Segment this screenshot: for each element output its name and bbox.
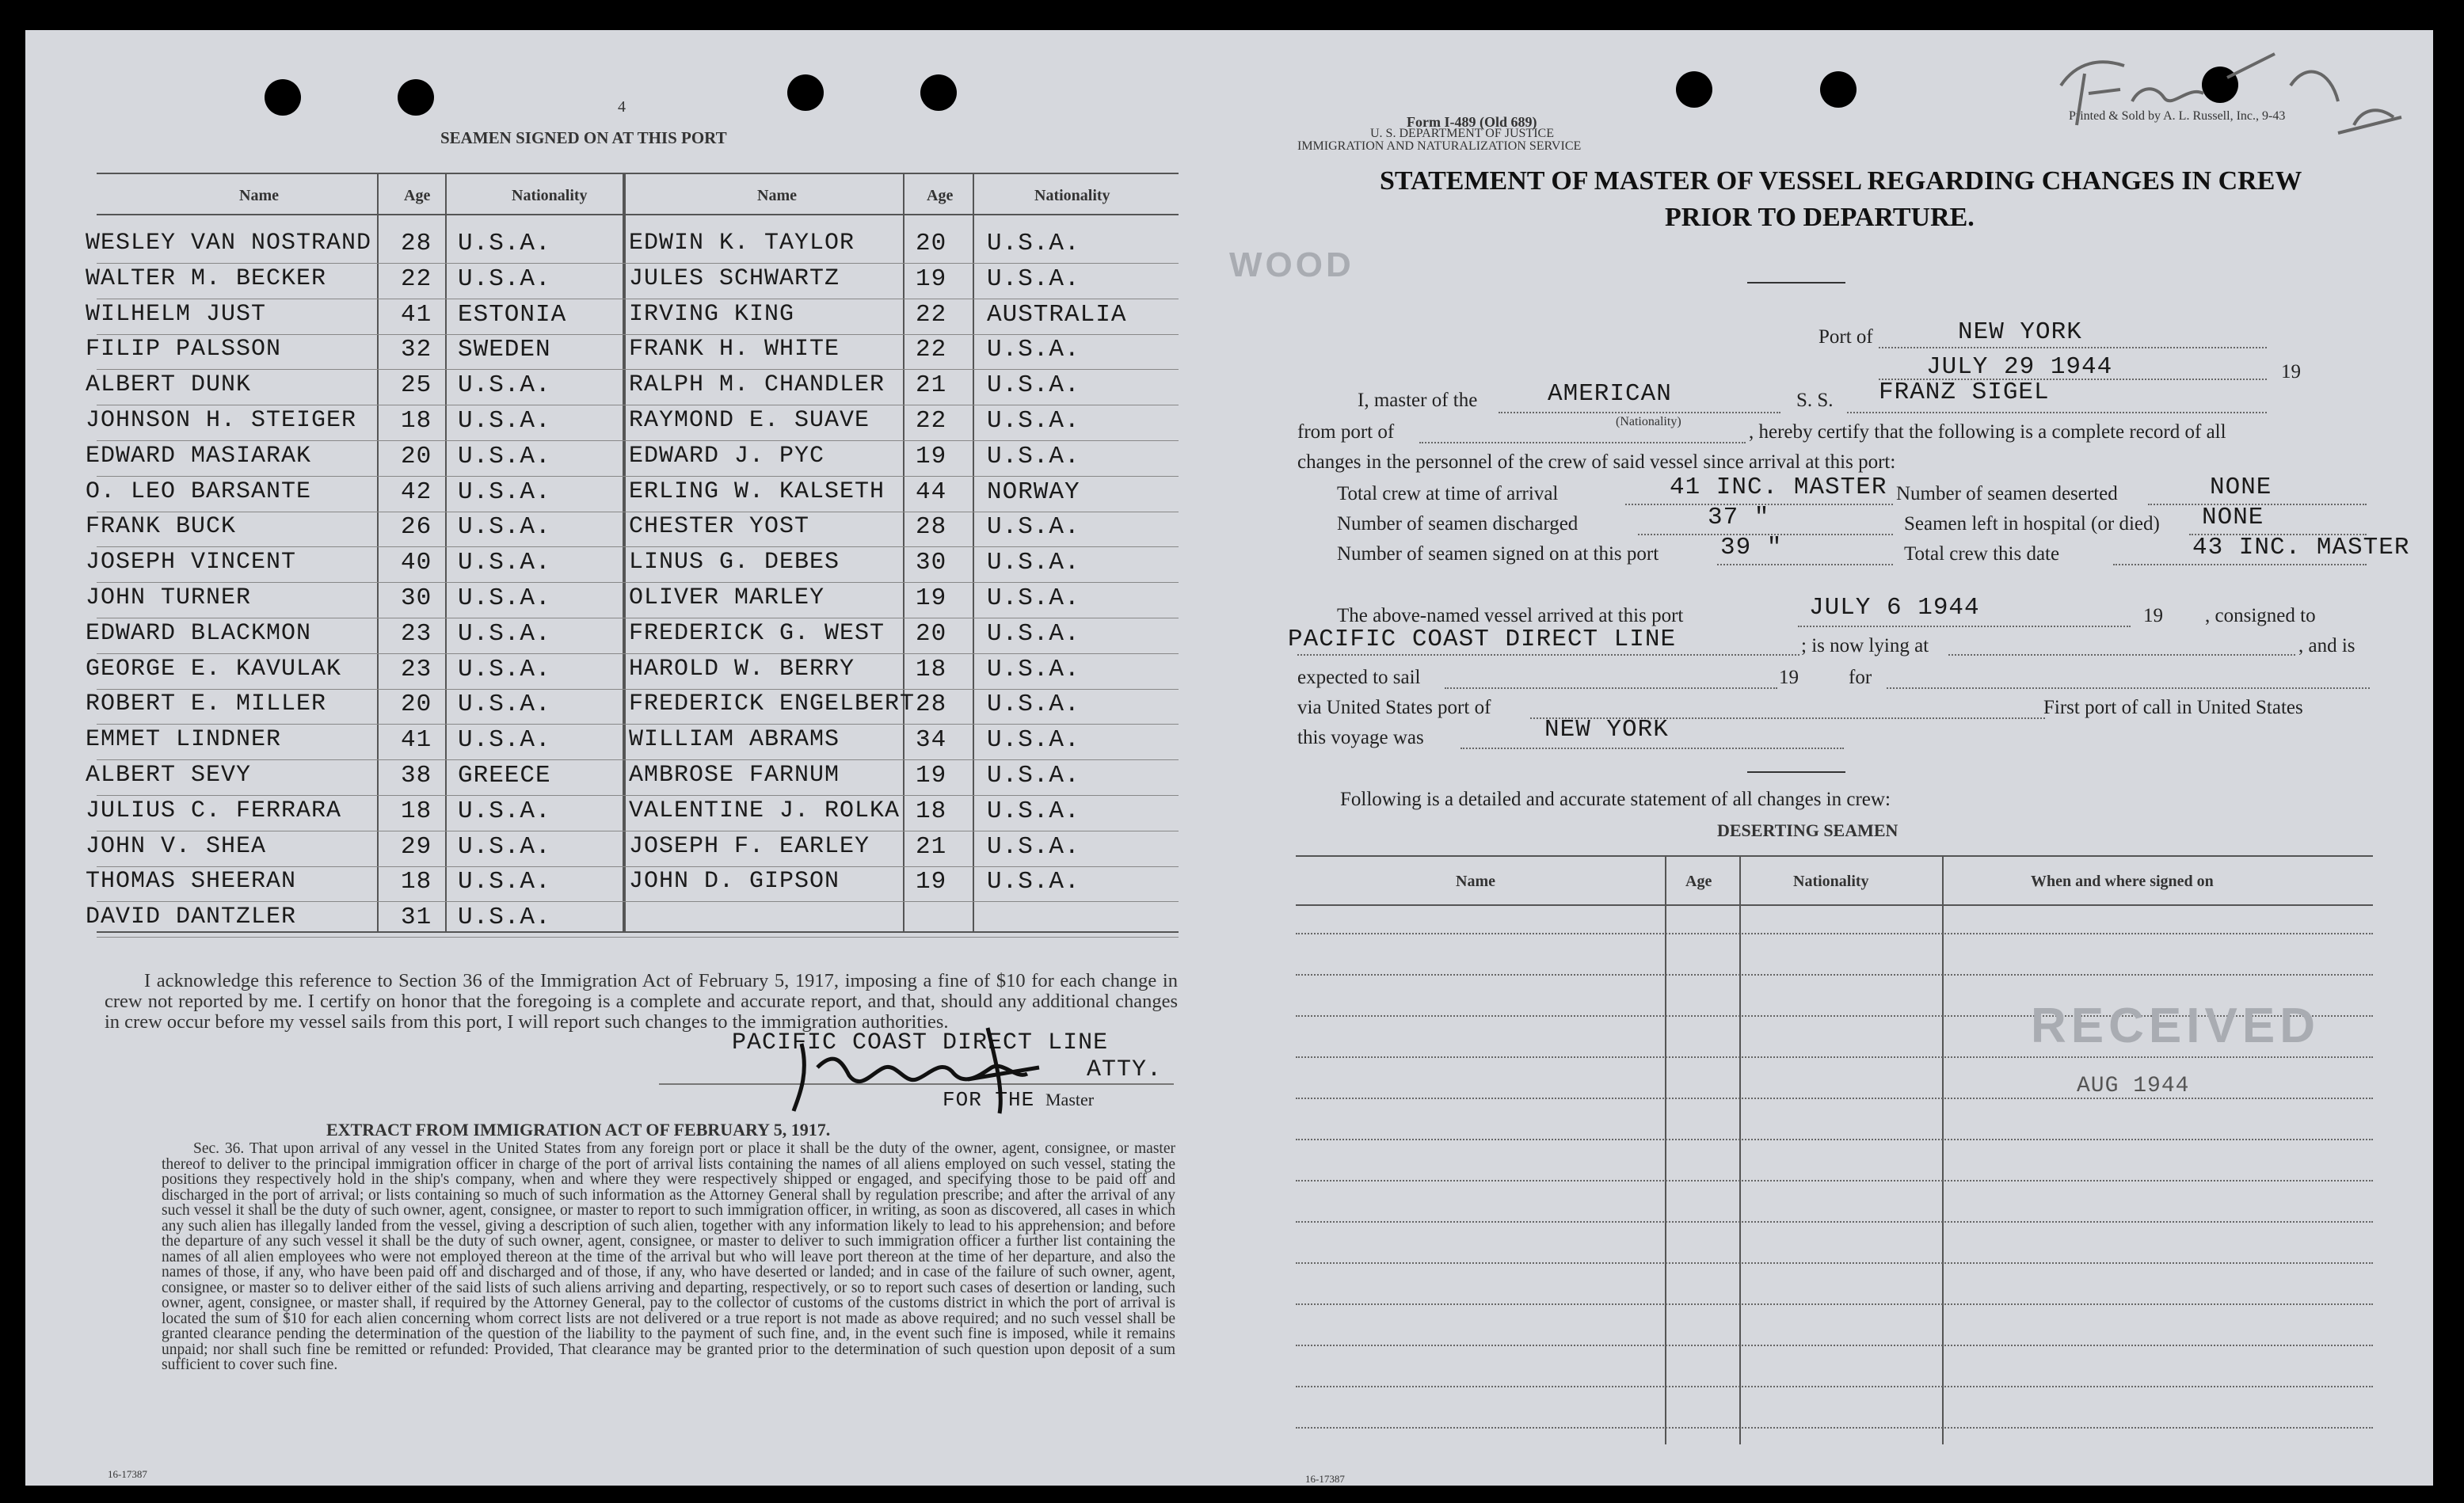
deserting-row-line	[1296, 1262, 2373, 1264]
crew-nationality: U.S.A.	[458, 797, 551, 825]
ss-label: S. S.	[1796, 390, 1834, 411]
this-voyage-label: this voyage was	[1297, 727, 1424, 748]
deserting-row-line	[1296, 1386, 2373, 1387]
crew-age: 41	[401, 726, 432, 755]
crew-age: 19	[916, 584, 947, 612]
crew-nationality: SWEDEN	[458, 336, 551, 364]
crew-age: 18	[916, 655, 947, 683]
crew-nationality: U.S.A.	[987, 549, 1080, 577]
crew-age: 18	[916, 797, 947, 825]
table-column-rule	[973, 173, 974, 931]
crew-age: 18	[401, 868, 432, 896]
crew-nationality: U.S.A.	[458, 264, 551, 293]
extract-text: Sec. 36. That upon arrival of any vessel in the United States from any foreign port or place it shall be the duty of the owner, agent, consignee, or master thereof to deliver to the principal immigration officer in charge of the port of arrival lists containing the names of all aliens employed on such vessel, stating the positions they respectively hold in the ship's company, when and where they were respectively shipped or engaged, and specifying those to be paid off and discharged in the port of arrival; or lists containing so much of such information as the Attorney General shall by regulation prescribe; and after the arrival of any such vessel it shall be the duty of such owner, agent, consignee, or master to report to such immigration officer, in writing, as soon as discovered, all cases in which any such alien has illegally landed from the vessel, giving a description of such alien, together with any information likely to lead to his apprehension; and before the departure of any such vessel it shall be the duty of such owner, agent, consignee, or master to deliver to such immigration officer a further list containing the names of all alien employees who were not employed thereon at the time of the arrival but who will leave port thereon at the time of her departure, and also the names of those, if any, who have been paid off and discharged and of those, if any, who have deserted or landed; and in case of the failure of such owner, agent, consignee, or master so to deliver either of the said lists of such aliens arriving and departing, respectively, or so to report such cases of desertion or landing, such owner, agent, consignee, or master shall, if required by the Attorney General, pay to the collector of customs of the customs district in which the port of arrival is located the sum of $10 for each alien concerning whom correct lists are not delivered or a true report is not made as above required; and no such vessel shall be granted clearance pending the determination of the question of the liability to the payment of such fine, and, in the event such fine is imposed, while it remains unpaid; nor shall such fine be remitted or refunded: Provided, That clearance may be granted prior to the determination of such question upon deposit of a sum sufficient to cover such fine.	[162, 1140, 1175, 1373]
crew-age: 26	[401, 513, 432, 542]
total-date-value: 43 INC. MASTER	[2192, 534, 2410, 561]
consignee-value: PACIFIC COAST DIRECT LINE	[1288, 626, 1677, 653]
crew-name: EDWARD J. PYC	[629, 442, 825, 470]
crew-age: 20	[401, 442, 432, 470]
row-rule	[97, 795, 1179, 796]
received-stamp: RECEIVED	[2031, 999, 2320, 1053]
crew-nationality: U.S.A.	[458, 371, 551, 400]
total-arrival-value: 41 INC. MASTER	[1670, 474, 1887, 501]
crew-age: 31	[401, 904, 432, 932]
row-rule	[97, 689, 1179, 690]
deserting-column-rule	[1942, 855, 1944, 1444]
crew-name: FRANK BUCK	[86, 513, 237, 541]
form-code-left: 16-17387	[108, 1468, 147, 1480]
crew-name: FREDERICK G. WEST	[629, 619, 885, 647]
deserting-row-line	[1296, 1098, 2373, 1099]
expected-nineteen: 19	[1779, 667, 1799, 688]
form-number: Form I-489 (Old 689)	[1407, 114, 1537, 130]
row-rule	[97, 901, 1179, 902]
page-number: 4	[618, 98, 626, 116]
lying-label: ; is now lying at	[1801, 635, 1929, 656]
crew-nationality: U.S.A.	[458, 407, 551, 435]
punch-hole	[787, 74, 824, 111]
crew-name: AMBROSE FARNUM	[629, 762, 840, 789]
date-value: JULY 29 1944	[1926, 353, 2113, 381]
crew-name: RALPH M. CHANDLER	[629, 371, 885, 399]
crew-age: 28	[916, 691, 947, 719]
deserting-column-rule	[1665, 855, 1666, 1444]
left-table-header-cell: Age	[404, 187, 431, 204]
discharged-label: Number of seamen discharged	[1337, 513, 1579, 535]
crew-name: CHESTER YOST	[629, 513, 810, 541]
from-port-label: from port of	[1297, 421, 1395, 443]
crew-nationality: U.S.A.	[458, 549, 551, 577]
crew-nationality: U.S.A.	[987, 336, 1080, 364]
punch-hole	[398, 79, 434, 116]
crew-nationality: U.S.A.	[458, 442, 551, 470]
signature-atty: ATTY.	[1087, 1056, 1163, 1083]
row-rule	[97, 937, 1179, 938]
for-label: for	[1849, 667, 1872, 688]
printer-credit: Printed & Sold by A. L. Russell, Inc., 9-43	[2069, 109, 2286, 123]
hospital-value: NONE	[2202, 504, 2264, 531]
table-column-rule	[377, 173, 379, 931]
crew-name: JOHN TURNER	[86, 584, 252, 611]
nationality-field-line	[1499, 412, 1780, 413]
crew-age: 38	[401, 762, 432, 790]
crew-age: 20	[401, 691, 432, 719]
received-stamp-date: AUG 1944	[2077, 1074, 2190, 1098]
crew-age: 41	[401, 300, 432, 329]
expected-label: expected to sail	[1297, 667, 1421, 688]
crew-age: 30	[916, 549, 947, 577]
left-table-header-cell: Nationality	[512, 187, 588, 204]
arrived-label: The above-named vessel arrived at this port	[1337, 605, 1684, 626]
crew-name: WILHELM JUST	[86, 300, 267, 328]
crew-name: FRANK H. WHITE	[629, 336, 840, 363]
form-title-line1: STATEMENT OF MASTER OF VESSEL REGARDING CHANGES IN CREW	[1380, 166, 2302, 196]
ship-field-line	[1847, 412, 2267, 413]
crew-age: 20	[916, 619, 947, 648]
row-rule	[97, 334, 1179, 335]
total-date-label: Total crew this date	[1904, 543, 2060, 565]
crew-nationality: U.S.A.	[458, 726, 551, 755]
crew-name: ALBERT SEVY	[86, 762, 252, 789]
deserting-header-signed-on: When and where signed on	[2031, 873, 2214, 890]
arrived-value: JULY 6 1944	[1809, 594, 1980, 622]
total-arrival-label: Total crew at time of arrival	[1337, 483, 1559, 504]
crew-name: O. LEO BARSANTE	[86, 478, 312, 505]
crew-nationality: U.S.A.	[987, 797, 1080, 825]
crew-nationality: U.S.A.	[987, 619, 1080, 648]
deserting-row-line	[1296, 974, 2373, 976]
crew-nationality: AUSTRALIA	[987, 300, 1127, 329]
deserting-header-name: Name	[1456, 873, 1495, 890]
crew-name: FREDERICK ENGELBERT	[629, 691, 916, 718]
for-field-line	[1887, 687, 2370, 689]
crew-name: WILLIAM ABRAMS	[629, 726, 840, 754]
handwritten-notation	[2053, 38, 2417, 157]
port-field-line	[1879, 347, 2267, 348]
table-column-rule	[623, 173, 626, 931]
crew-nationality: U.S.A.	[987, 264, 1080, 293]
row-rule	[97, 476, 1179, 477]
crew-age: 28	[916, 513, 947, 542]
crew-age: 22	[916, 407, 947, 435]
punch-hole	[1820, 71, 1857, 108]
crew-nationality: U.S.A.	[458, 230, 551, 257]
crew-age: 19	[916, 868, 947, 896]
left-table-header-cell: Age	[927, 187, 954, 204]
crew-age: 25	[401, 371, 432, 400]
crew-age: 22	[916, 300, 947, 329]
changes-text: changes in the personnel of the crew of said vessel since arrival at this port:	[1297, 451, 1896, 473]
crew-nationality: GREECE	[458, 762, 551, 790]
crew-nationality: U.S.A.	[458, 478, 551, 506]
crew-age: 19	[916, 264, 947, 293]
crew-name: EDWIN K. TAYLOR	[629, 230, 855, 257]
deserting-row-line	[1296, 1427, 2373, 1429]
punch-hole	[920, 74, 957, 111]
statement-divider	[1747, 771, 1845, 773]
consignee-field-line	[1297, 654, 1799, 656]
deserting-row-line	[1296, 1139, 2373, 1140]
deserting-header-age: Age	[1685, 873, 1712, 890]
crew-nationality: U.S.A.	[987, 868, 1080, 896]
crew-name: JULES SCHWARTZ	[629, 264, 840, 292]
crew-nationality: U.S.A.	[987, 832, 1080, 861]
crew-nationality: U.S.A.	[987, 230, 1080, 257]
crew-nationality: U.S.A.	[458, 904, 551, 932]
row-rule	[97, 440, 1179, 441]
consigned-label: , consigned to	[2205, 605, 2316, 626]
crew-name: ERLING W. KALSETH	[629, 478, 885, 505]
title-divider	[1747, 282, 1845, 283]
document-sheet	[25, 30, 2433, 1486]
crew-name: GEORGE E. KAVULAK	[86, 655, 342, 683]
table-column-rule	[445, 173, 447, 931]
discharged-value: 37 "	[1708, 504, 1770, 531]
row-rule	[97, 582, 1179, 583]
crew-name: LINUS G. DEBES	[629, 549, 840, 576]
crew-age: 20	[916, 230, 947, 257]
signature-for-the: FOR THE	[943, 1088, 1035, 1112]
crew-name: ROBERT E. MILLER	[86, 691, 327, 718]
punch-hole	[265, 79, 301, 116]
left-table-header-cell: Name	[239, 187, 279, 204]
signed-on-value: 39 "	[1720, 534, 1783, 561]
port-label: Port of	[1818, 326, 1873, 348]
crew-age: 22	[401, 264, 432, 293]
crew-nationality: U.S.A.	[987, 762, 1080, 790]
handwritten-signature	[786, 1012, 1071, 1115]
crew-name: EMMET LINDNER	[86, 726, 282, 754]
deserted-value: NONE	[2210, 474, 2272, 501]
crew-age: 30	[401, 584, 432, 612]
this-voyage-value: NEW YORK	[1544, 716, 1669, 744]
crew-age: 34	[916, 726, 947, 755]
left-table-header-cell: Nationality	[1034, 187, 1110, 204]
row-rule	[97, 263, 1179, 264]
table-bottom-rule	[97, 931, 1179, 933]
deserting-row-line	[1296, 1180, 2373, 1181]
department: U. S. DEPARTMENT OF JUSTICE	[1370, 127, 1554, 140]
crew-nationality: U.S.A.	[458, 584, 551, 612]
table-header-rule	[97, 214, 1179, 215]
deserting-title: DESERTING SEAMEN	[1717, 820, 1898, 840]
deserting-row-line	[1296, 1303, 2373, 1305]
crew-age: 21	[916, 371, 947, 400]
left-table-header-cell: Name	[757, 187, 797, 204]
this-voyage-field-line	[1461, 748, 1844, 749]
date-nineteen: 19	[2281, 361, 2301, 382]
crew-age: 28	[401, 230, 432, 257]
crew-name: WALTER M. BECKER	[86, 264, 327, 292]
crew-nationality: U.S.A.	[987, 655, 1080, 683]
crew-age: 23	[401, 619, 432, 648]
crew-name: JOSEPH VINCENT	[86, 549, 297, 576]
crew-name: JOSEPH F. EARLEY	[629, 832, 870, 860]
crew-name: EDWARD MASIARAK	[86, 442, 312, 470]
crew-name: THOMAS SHEERAN	[86, 868, 297, 896]
crew-age: 19	[916, 442, 947, 470]
crew-name: WESLEY VAN NOSTRAND	[86, 230, 372, 257]
crew-name: DAVID DANTZLER	[86, 904, 297, 931]
from-port-field-line	[1419, 442, 1746, 443]
expected-field-line	[1445, 687, 1777, 689]
deserted-label: Number of seamen deserted	[1896, 483, 2118, 504]
row-rule	[97, 866, 1179, 867]
arrived-field-line	[1798, 626, 2131, 627]
crew-nationality: U.S.A.	[458, 832, 551, 861]
signature-company: PACIFIC COAST DIRECT LINE	[732, 1029, 1109, 1056]
master-of-label: I, master of the	[1358, 390, 1478, 411]
crew-nationality: U.S.A.	[987, 371, 1080, 400]
service: IMMIGRATION AND NATURALIZATION SERVICE	[1297, 139, 1582, 153]
arrived-nineteen: 19	[2143, 605, 2163, 626]
deserting-table-header-rule	[1296, 904, 2373, 906]
row-rule	[97, 724, 1179, 725]
crew-age: 44	[916, 478, 947, 506]
row-rule	[97, 369, 1179, 370]
crew-nationality: U.S.A.	[987, 407, 1080, 435]
form-code-right: 16-17387	[1305, 1473, 1345, 1485]
crew-name: JOHN V. SHEA	[86, 832, 267, 860]
crew-age: 32	[401, 336, 432, 364]
deserting-row-line	[1296, 1345, 2373, 1346]
acknowledgement-text: I acknowledge this reference to Section 36 of the Immigration Act of February 5, 1917, imposing a fine of $10 for each change in crew not reported by me. I certify on honor that the foregoing is a complete and accurate report, and that, should any additional changes in crew occur before my vessel sails from this port, I will report such changes to the immigration authorities.	[105, 970, 1178, 1033]
crew-name: JOHNSON H. STEIGER	[86, 407, 357, 434]
crew-nationality: U.S.A.	[987, 691, 1080, 719]
deserting-header-nationality: Nationality	[1793, 873, 1869, 890]
crew-nationality: U.S.A.	[458, 868, 551, 896]
deserting-column-rule	[1739, 855, 1741, 1444]
crew-age: 18	[401, 797, 432, 825]
left-title: SEAMEN SIGNED ON AT THIS PORT	[440, 128, 727, 147]
crew-nationality: U.S.A.	[987, 726, 1080, 755]
crew-nationality: U.S.A.	[458, 619, 551, 648]
and-is-label: , and is	[2298, 635, 2355, 656]
certify-text: , hereby certify that the following is a complete record of all	[1749, 421, 2226, 443]
crew-nationality: U.S.A.	[458, 655, 551, 683]
crew-name: HAROLD W. BERRY	[629, 655, 855, 683]
form-title-line2: PRIOR TO DEPARTURE.	[1665, 203, 1975, 232]
crew-nationality: U.S.A.	[987, 584, 1080, 612]
punch-hole	[1676, 71, 1712, 108]
deserting-row-line	[1296, 1056, 2373, 1058]
crew-name: OLIVER MARLEY	[629, 584, 825, 611]
crew-name: FILIP PALSSON	[86, 336, 282, 363]
crew-name: IRVING KING	[629, 300, 795, 328]
crew-nationality: U.S.A.	[987, 442, 1080, 470]
lying-field-line	[1948, 654, 2295, 656]
crew-age: 42	[401, 478, 432, 506]
deserting-row-line	[1296, 1221, 2373, 1223]
extract-title: EXTRACT FROM IMMIGRATION ACT OF FEBRUARY 5, 1917.	[326, 1120, 831, 1140]
crew-nationality: U.S.A.	[987, 513, 1080, 542]
row-rule	[97, 759, 1179, 760]
crew-name: JOHN D. GIPSON	[629, 868, 840, 896]
crew-name: JULIUS C. FERRARA	[86, 797, 342, 824]
port-value: NEW YORK	[1958, 318, 2082, 346]
crew-name: VALENTINE J. ROLKA	[629, 797, 901, 824]
first-port-label: First port of call in United States	[2043, 697, 2303, 718]
signature-master: Master	[1045, 1090, 1095, 1109]
crew-age: 23	[401, 655, 432, 683]
crew-nationality: ESTONIA	[458, 300, 567, 329]
nationality-value: AMERICAN	[1548, 380, 1672, 408]
crew-nationality: U.S.A.	[458, 513, 551, 542]
crew-nationality: NORWAY	[987, 478, 1080, 506]
company-stamp: WOOD	[1229, 245, 1354, 284]
crew-age: 19	[916, 762, 947, 790]
crew-age: 22	[916, 336, 947, 364]
signed-on-field-line	[1717, 564, 1893, 565]
crew-age: 21	[916, 832, 947, 861]
total-date-field-line	[2113, 564, 2367, 565]
following-text: Following is a detailed and accurate statement of all changes in crew:	[1340, 789, 1891, 810]
deserting-row-line	[1296, 933, 2373, 934]
row-rule	[97, 546, 1179, 547]
crew-name: RAYMOND E. SUAVE	[629, 407, 870, 434]
signed-on-label: Number of seamen signed on at this port	[1337, 543, 1659, 565]
nationality-caption: (Nationality)	[1616, 415, 1681, 428]
crew-age: 40	[401, 549, 432, 577]
table-column-rule	[903, 173, 904, 931]
ship-value: FRANZ SIGEL	[1879, 379, 2050, 406]
deserting-table-top	[1296, 855, 2373, 857]
crew-age: 18	[401, 407, 432, 435]
crew-name: EDWARD BLACKMON	[86, 619, 312, 647]
hospital-label: Seamen left in hospital (or died)	[1904, 513, 2160, 535]
row-rule	[97, 653, 1179, 654]
table-top-rule	[97, 173, 1179, 174]
crew-age: 29	[401, 832, 432, 861]
crew-name: ALBERT DUNK	[86, 371, 252, 399]
via-label: via United States port of	[1297, 697, 1491, 718]
crew-nationality: U.S.A.	[458, 691, 551, 719]
